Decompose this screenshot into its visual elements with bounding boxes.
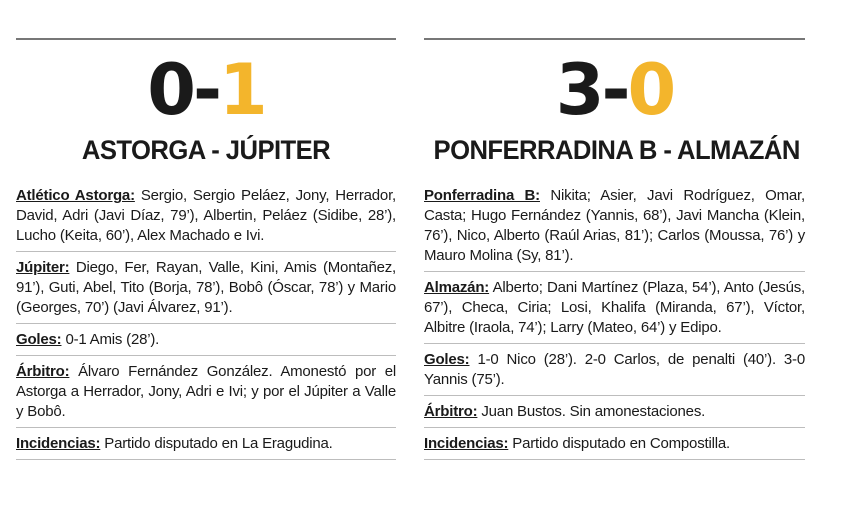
section-label: Árbitro: — [424, 403, 478, 420]
section-text: Diego, Fer, Rayan, Valle, Kini, Amis (Montañez, 91’), Guti, Abel, Tito (Borja, 78’), Bobô (Óscar, 78’) y Mario (Georges, 70’) (Javi Álvarez, 91’). — [16, 259, 396, 316]
teams-headline: PONFERRADINA B - ALMAZÁN — [433, 135, 800, 165]
section-text: 1-0 Nico (28’). 2-0 Carlos, de penalti (40’). 3-0 Yannis (75’). — [424, 351, 805, 388]
goals — [424, 350, 805, 396]
referee — [424, 402, 805, 428]
home-goals: 0 — [147, 49, 193, 131]
section-label: Goles: — [16, 331, 62, 348]
lineup-away — [424, 278, 805, 344]
score — [424, 49, 805, 131]
match-details — [424, 186, 805, 466]
lineup-home — [424, 186, 805, 272]
section-text: Nikita; Asier, Javi Rodríguez, Omar, Casta; Hugo Fernández (Yannis, 68’), Javi Mancha (Klein, 76’), Nico, Alberto (Raúl Arias, 81’); Carlos (Moussa, 76’) y Mauro Molina (Sy, 81’). — [424, 187, 805, 264]
incidents — [16, 434, 396, 460]
section-text: Sergio, Sergio Peláez, Jony, Herrador, David, Adri (Javi Díaz, 79’), Albertin, Peláez (Sidibe, 28’), Lucho (Keita, 60’), Alex Machado e Ivi. — [16, 187, 396, 244]
section-label: Júpiter: — [16, 259, 70, 276]
lineup-away — [16, 258, 396, 324]
section-label: Goles: — [424, 351, 470, 368]
match-details — [16, 186, 396, 466]
away-goals: 1 — [219, 49, 265, 131]
section-label: Incidencias: — [16, 435, 101, 452]
away-goals: 0 — [627, 49, 674, 131]
section-label: Incidencias: — [424, 435, 509, 452]
section-text: Juan Bustos. Sin amonestaciones. — [481, 403, 706, 420]
score-dash: - — [192, 49, 220, 131]
section-label: Almazán: — [424, 279, 490, 296]
section-label: Ponferradina B: — [424, 187, 540, 204]
section-text: Álvaro Fernández González. Amonestó por el Astorga a Herrador, Jony, Adri e Ivi; y por el Júpiter a Valle y Bobô. — [16, 363, 396, 420]
section-label: Atlético Astorga: — [16, 187, 135, 204]
goals — [16, 330, 396, 356]
top-rule — [424, 38, 805, 40]
incidents — [424, 434, 805, 460]
section-text: 0-1 Amis (28’). — [65, 331, 160, 348]
score-dash: - — [601, 49, 628, 131]
top-rule — [16, 38, 396, 40]
section-text: Alberto; Dani Martínez (Plaza, 54’), Anto (Jesús, 67’), Checa, Ciria; Losi, Khalifa (Miranda, 67’), Víctor, Albitre (Iraola, 74’); Larry (Mateo, 64’) y Edipo. — [424, 279, 806, 336]
section-label: Árbitro: — [16, 363, 70, 380]
section-text: Partido disputado en La Eragudina. — [104, 435, 333, 452]
home-goals: 3 — [555, 49, 602, 131]
section-text: Partido disputado en Compostilla. — [512, 435, 730, 452]
lineup-home — [16, 186, 396, 252]
score — [16, 49, 396, 131]
referee — [16, 362, 396, 428]
teams-headline: ASTORGA - JÚPITER — [81, 135, 331, 165]
